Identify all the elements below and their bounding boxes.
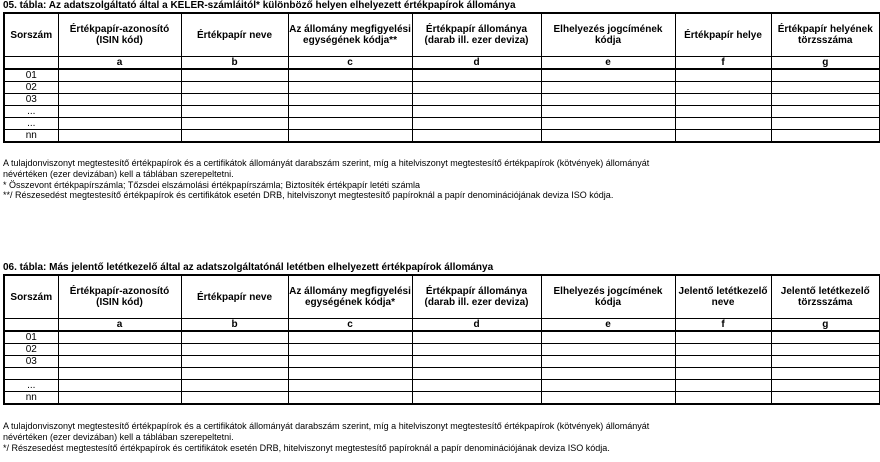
table-row bbox=[4, 331, 880, 344]
note-line: névértéken (ezer devizában) kell a táblában szerepeltetni. bbox=[3, 168, 234, 179]
col-letter: a bbox=[58, 57, 181, 70]
col-letter: f bbox=[675, 57, 771, 70]
col-letter bbox=[4, 57, 58, 70]
col-letter: g bbox=[771, 57, 880, 70]
col-letter: d bbox=[412, 319, 541, 332]
table-06-title: 06. tábla: Más jelentő letétkezelő által az adatszolgáltatónál letétben elhelyezett értékpapírok állománya bbox=[3, 262, 494, 273]
row-number bbox=[4, 368, 58, 380]
col-letter bbox=[4, 319, 58, 332]
col-letter: f bbox=[675, 319, 771, 332]
col-header: Sorszám bbox=[4, 275, 58, 319]
table-row bbox=[4, 69, 880, 82]
note-line: **/ Részesedést megtestesítő értékpapírok és certifikátok esetén DRB, hitelviszonyt megtestesítő papíroknál a papír denominációjának deviza ISO kódja. bbox=[3, 190, 614, 201]
col-letter: e bbox=[541, 319, 675, 332]
note-line: A tulajdonviszonyt megtestesítő értékpapírok és a certifikátok állományát darabszám szerint, míg a hitelviszonyt megtestesítő értékpapírok (kötvények) állományát bbox=[3, 421, 650, 431]
table-row bbox=[4, 368, 880, 380]
table-06-notes bbox=[3, 421, 879, 453]
row-number: ... bbox=[4, 380, 58, 392]
col-header: Elhelyezés jogcímének kódja bbox=[541, 13, 675, 57]
note-line: névértéken (ezer devizában) kell a táblában szerepeltetni. bbox=[3, 431, 234, 442]
col-header: Értékpapír helye bbox=[675, 13, 771, 57]
table-row bbox=[4, 106, 880, 118]
col-letter: c bbox=[288, 57, 412, 70]
row-number: 01 bbox=[4, 331, 58, 344]
row-number: 01 bbox=[4, 69, 58, 82]
table-06-header-row bbox=[4, 275, 880, 319]
col-header: Értékpapír neve bbox=[181, 275, 288, 319]
row-number: 02 bbox=[4, 82, 58, 94]
table-row bbox=[4, 118, 880, 130]
col-header: Értékpapír neve bbox=[181, 13, 288, 57]
col-letter: e bbox=[541, 57, 675, 70]
note-line: A tulajdonviszonyt megtestesítő értékpapírok és a certifikátok állományát darabszám szerint, míg a hitelviszonyt megtestesítő értékpapírok (kötvények) állományát bbox=[3, 158, 650, 168]
note-line: * Összevont értékpapírszámla; Tőzsdei elszámolási értékpapírszámla; Biztosíték értékpapír letéti számla bbox=[3, 179, 421, 190]
col-header: Értékpapír-azonosító (ISIN kód) bbox=[58, 13, 181, 57]
table-row bbox=[4, 392, 880, 405]
table-06-letter-row bbox=[4, 319, 880, 332]
col-header: Értékpapír helyének törzsszáma bbox=[771, 13, 880, 57]
col-header: Az állomány megfigyelési egységének kódja* bbox=[288, 275, 412, 319]
table-05-title: 05. tábla: Az adatszolgáltató által a KELER-számláitól* különböző helyen elhelyezett értékpapírok állománya bbox=[3, 0, 516, 11]
note-line: */ Részesedést megtestesítő értékpapírok és certifikátok esetén DRB, hitelviszonyt megtestesítő papíroknál a papír denominációjának deviza ISO kódja. bbox=[3, 442, 610, 453]
table-05-header-row bbox=[4, 13, 880, 57]
table-row bbox=[4, 356, 880, 368]
col-header: Értékpapír állománya (darab ill. ezer deviza) bbox=[412, 13, 541, 57]
col-letter: a bbox=[58, 319, 181, 332]
row-number: nn bbox=[4, 130, 58, 143]
table-05-notes bbox=[3, 158, 879, 201]
table-06 bbox=[3, 274, 880, 405]
col-letter: c bbox=[288, 319, 412, 332]
row-number: ... bbox=[4, 106, 58, 118]
table-06-section bbox=[3, 262, 879, 405]
row-number: 03 bbox=[4, 94, 58, 106]
col-header: Értékpapír állománya (darab ill. ezer deviza) bbox=[412, 275, 541, 319]
col-letter: b bbox=[181, 319, 288, 332]
col-header: Értékpapír-azonosító (ISIN kód) bbox=[58, 275, 181, 319]
col-letter: g bbox=[771, 319, 880, 332]
table-05-section bbox=[3, 0, 879, 143]
row-number: 02 bbox=[4, 344, 58, 356]
table-row bbox=[4, 94, 880, 106]
table-row bbox=[4, 130, 880, 143]
col-header: Elhelyezés jogcímének kódja bbox=[541, 275, 675, 319]
col-header: Az állomány megfigyelési egységének kódja** bbox=[288, 13, 412, 57]
table-row bbox=[4, 82, 880, 94]
row-number: ... bbox=[4, 118, 58, 130]
col-header: Sorszám bbox=[4, 13, 58, 57]
table-05-letter-row bbox=[4, 57, 880, 70]
table-05 bbox=[3, 12, 880, 143]
col-header: Jelentő letétkezelő törzsszáma bbox=[771, 275, 880, 319]
row-number: nn bbox=[4, 392, 58, 405]
col-header: Jelentő letétkezelő neve bbox=[675, 275, 771, 319]
table-row bbox=[4, 344, 880, 356]
col-letter: d bbox=[412, 57, 541, 70]
table-row bbox=[4, 380, 880, 392]
col-letter: b bbox=[181, 57, 288, 70]
row-number: 03 bbox=[4, 356, 58, 368]
